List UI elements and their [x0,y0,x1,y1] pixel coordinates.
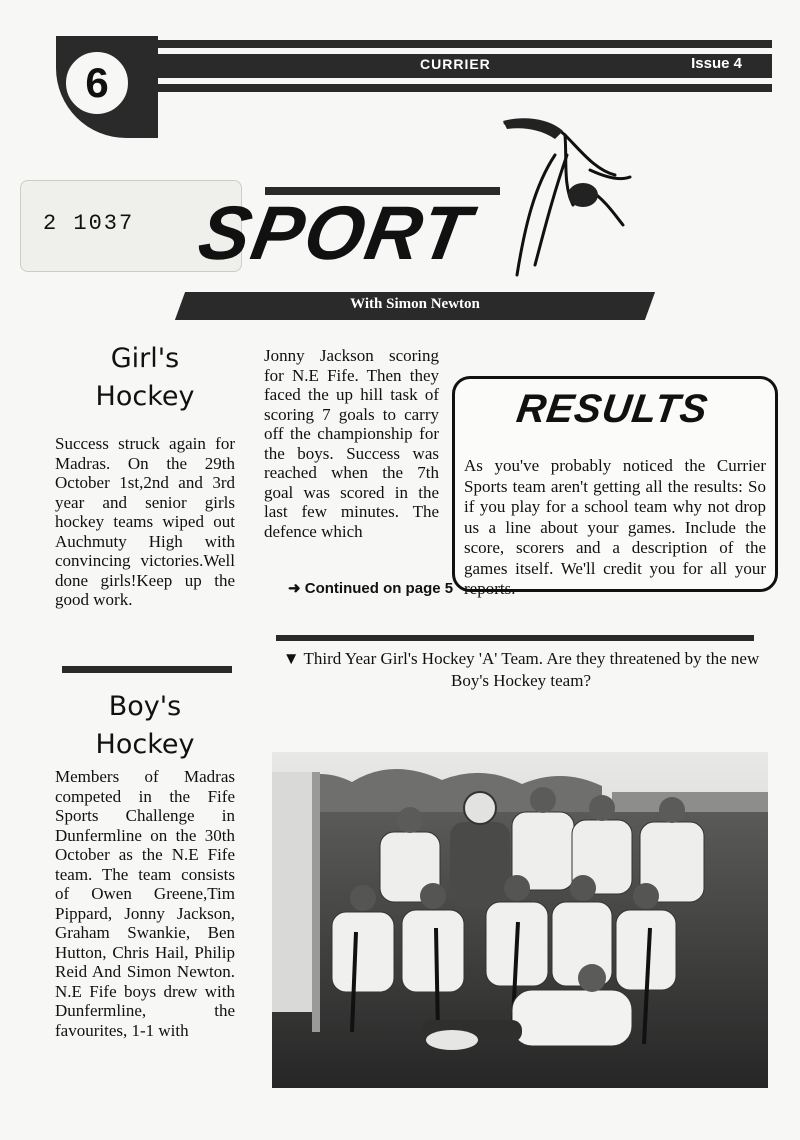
stamp-number: 2 1037 [43,211,135,236]
continued-on-link[interactable] [288,578,453,600]
page-number-badge [56,36,158,138]
results-title: RESULTS [513,387,711,431]
girls-hockey-headline-line2: Hockey [95,381,195,412]
section-title: SPORT [192,191,478,276]
issue-number: Issue 4 [691,55,742,72]
triangle-down-icon: ▼ [282,649,300,668]
masthead-title: CURRIER [420,56,491,72]
results-box [452,376,778,598]
boys-hockey-article-continued: Jonny Jackson scoring for N.E Fife. Then they faced the up hill task of scoring 7 goals to carry off the championship for the boys. Success was reached when the 7th goal was scored in the last few minutes. The defence which [264,346,439,541]
team-photo [272,752,768,1088]
boys-hockey-headline-line1: Boy's [108,691,182,722]
column-divider [62,666,232,673]
page-number: 6 [62,48,132,118]
girls-hockey-headline [55,340,235,416]
girls-hockey-headline-line1: Girl's [110,343,180,374]
boys-hockey-article: Members of Madras competed in the Fife Sports Challenge in Dunfermline on the 30th October as the N.E Fife team. The team consists of Owen Greene,Tim Pippard, Jonny Jackson, Graham Swankie, Ben Hutton, Chris Hail, Philip Reid And Simon Newton. N.E Fife boys drew with Dunfermline, the favourites, 1-1 with [55,767,235,1040]
results-text: As you've probably noticed the Currier Sports team aren't getting all the results: So if you play for a school team why not drop us a line about your games. Include the score, scorers and a description of the games itself. We'll credit you for all your reports. [464,456,766,598]
girls-hockey-article: Success struck again for Madras. On the 29th October 1st,2nd and 3rd year and senior girls hockey teams wiped out Auchmuty High with convincing victories.Well done girls!Keep up the good work. [55,434,235,609]
byline: With Simon Newton [350,296,480,312]
diver-illustration [495,115,635,285]
continued-on-text: Continued on page 5 [304,580,454,597]
photo-caption: Third Year Girl's Hockey 'A' Team. Are they threatened by the new Boy's Hockey team? [303,649,760,690]
photo-rule [276,635,754,641]
masthead-band [100,40,772,92]
boys-hockey-headline-line2: Hockey [95,729,195,760]
arrow-right-icon: ➜ [288,580,301,597]
photo-caption-block [276,648,766,692]
boys-hockey-headline [55,688,235,764]
